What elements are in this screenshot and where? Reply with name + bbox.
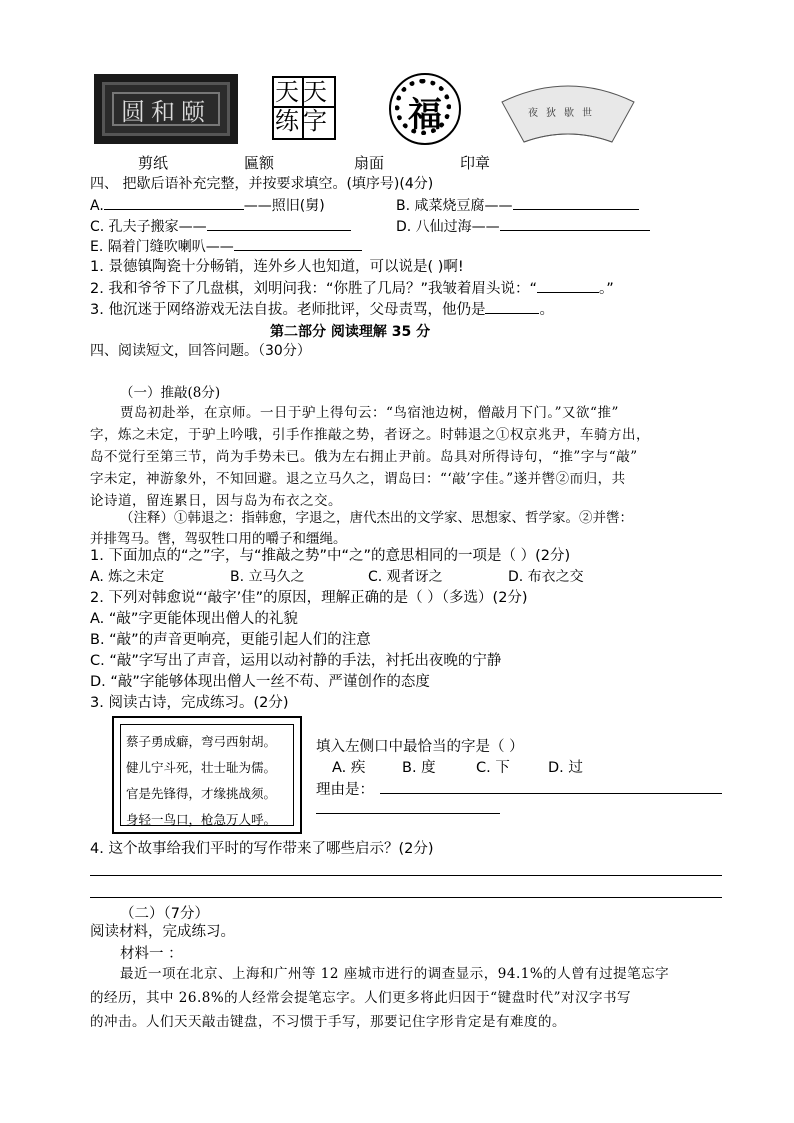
section4-title: 四、 把歇后语补充完整，并按要求填空。(填序号)(4分) <box>90 176 434 192</box>
section4-q3 <box>90 299 554 320</box>
caption-fan: 扇面 <box>354 154 385 172</box>
seal-image <box>500 78 636 144</box>
q2-text: 2. 我和爷爷下了几盘棋，刘明问我：“你胜了几局？”我皱着眉头说：“ <box>90 281 537 297</box>
q3-reason-label: 理由是： <box>316 782 374 798</box>
q3-reason-line-1[interactable] <box>380 793 722 794</box>
material-title: 材料一 ： <box>120 946 183 962</box>
q3-option-a: A. 疾 <box>332 760 366 776</box>
q2-end: 。” <box>598 281 614 297</box>
q3-end: 。 <box>539 302 554 318</box>
reading1-note-1: （注释）①韩退之：指韩愈，字退之，唐代杰出的文学家、思想家、哲学家。②并辔： <box>120 510 633 526</box>
material-line: 最近一项在北京、上海和广州等 12 座城市进行的调查显示，94.1%的人曾有过提笔忘字 <box>120 966 670 982</box>
q4-answer-line-1[interactable] <box>90 875 722 876</box>
part2-title: 第二部分 阅读理解 35 分 <box>270 324 431 340</box>
option-b-label: B. 咸菜烧豆腐—— <box>396 198 513 214</box>
q3-text: 3. 他沉迷于网络游戏无法自拔。老师批评，父母责骂，他仍是 <box>90 302 486 318</box>
poem-line: 身轻一鸟口，枪急万人呼。 <box>126 812 277 827</box>
poem-box <box>112 716 302 834</box>
paper-cut-image <box>94 74 238 144</box>
q2-option-a: A. “敲”字更能体现出僧人的礼貌 <box>90 611 298 627</box>
xiehouyu-b <box>396 195 639 216</box>
material-line: 的经历，其中 26.8%的人经常会提笔忘字。人们更多将此归因于“键盘时代”对汉字书写 <box>90 990 631 1006</box>
section4-q1: 1. 景德镇陶瓷十分畅销，连外乡人也知道，可以说是( )啊! <box>90 259 464 275</box>
xiehouyu-c <box>90 216 351 237</box>
material-passage <box>90 962 730 1034</box>
reading1-heading: （一）推敲(8分) <box>120 385 221 401</box>
reading1-q2: 2. 下列对韩愈说“‘敲字’佳”的原因，理解正确的是（ ）（多选）(2分) <box>90 590 528 606</box>
q3-reason-line-2[interactable] <box>316 813 500 814</box>
q2-option-b: B. “敲”的声音更响亮，更能引起人们的注意 <box>90 632 371 648</box>
reading1-q3: 3. 阅读古诗，完成练习。(2分) <box>90 695 289 711</box>
option-a-tail: ——照旧(舅) <box>243 198 325 214</box>
poem-line: 官是先锋得，才缘挑战须。 <box>126 786 277 801</box>
xiehouyu-d <box>396 216 650 237</box>
q1-option-b: B. 立马久之 <box>230 569 305 585</box>
reading1-note-2: 并排驾马。辔，驾驭牲口用的嚼子和缰绳。 <box>90 531 347 547</box>
caption-paper-cut: 剪纸 <box>138 154 169 172</box>
plaque-text: 天天练字 <box>275 78 331 135</box>
reading2-heading: （二）（7分） <box>120 906 209 922</box>
paper-cut-text: 圆和颐 <box>121 98 211 126</box>
material-line: 的冲击。人们天天敲击键盘，不习惯于手写，那要记住字形肯定是有难度的。 <box>90 1014 566 1030</box>
fan-image <box>389 73 461 145</box>
q1-option-a: A. 炼之未定 <box>90 569 165 585</box>
q2-option-d: D. “敲”字能够体现出僧人一丝不苟、严谨创作的态度 <box>90 674 430 690</box>
passage-line: 字未定，神游象外，不知回避。退之立马久之，谓岛曰：“‘敲’字佳。”遂并辔②而归，共 <box>90 471 626 487</box>
option-e-label: E. 隔着门缝吹喇叭—— <box>90 239 234 255</box>
reading1-passage <box>90 402 730 512</box>
reading1-q4: 4. 这个故事给我们平时的写作带来了哪些启示？(2分) <box>90 841 434 857</box>
caption-plaque: 匾额 <box>244 154 275 172</box>
option-a-label: A. <box>90 198 104 214</box>
option-d-label: D. 八仙过海—— <box>396 219 500 235</box>
q3-fill-prompt: 填入左侧口中最恰当的字是（ ） <box>316 739 524 755</box>
passage-line: 论诗道，留连累日，因与岛为布衣之交。 <box>90 493 342 509</box>
q3-option-d: D. 过 <box>548 760 583 776</box>
q3-option-b: B. 度 <box>402 760 436 776</box>
poem-line: 健儿宁斗死，壮士耻为儒。 <box>126 760 277 775</box>
poem-line: 蔡子勇成癖，弯弓西射胡。 <box>126 734 277 749</box>
passage-line: 岛不觉行至第三节，尚为手势未已。俄为左右拥止尹前。岛具对所得诗句，“推”字与“敲” <box>90 449 638 465</box>
reading2-intro: 阅读材料，完成练习。 <box>90 924 235 940</box>
q2-option-c: C. “敲”字写出了声音，运用以动衬静的手法，衬托出夜晚的宁静 <box>90 653 502 669</box>
fan-text: 福 <box>408 95 442 135</box>
xiehouyu-a <box>90 195 325 216</box>
passage-line: 字，炼之未定，于驴上吟哦，引手作推敲之势，者讶之。时韩退之①权京兆尹，车骑方出， <box>90 427 650 443</box>
option-c-label: C. 孔夫子搬家—— <box>90 219 207 235</box>
seal-text: 夜狄歇世 <box>528 108 600 119</box>
reading1-q1: 1. 下面加点的“之”字，与“推敲之势”中“之”的意思相同的一项是（ ）(2分) <box>90 548 571 564</box>
plaque-image <box>272 76 334 138</box>
passage-line: 贾岛初赴举，在京师。一日于驴上得句云：“鸟宿池边树，僧敲月下门。”又欲“推” <box>120 405 619 421</box>
q1-option-d: D. 布衣之交 <box>508 569 584 585</box>
q4-answer-line-2[interactable] <box>90 897 722 898</box>
q1-option-c: C. 观者讶之 <box>368 569 443 585</box>
part2-intro: 四、阅读短文，回答问题。（30分） <box>90 343 311 359</box>
section4-q2 <box>90 278 614 299</box>
caption-seal: 印章 <box>460 154 491 172</box>
q3-option-c: C. 下 <box>476 760 510 776</box>
xiehouyu-e <box>90 236 362 257</box>
